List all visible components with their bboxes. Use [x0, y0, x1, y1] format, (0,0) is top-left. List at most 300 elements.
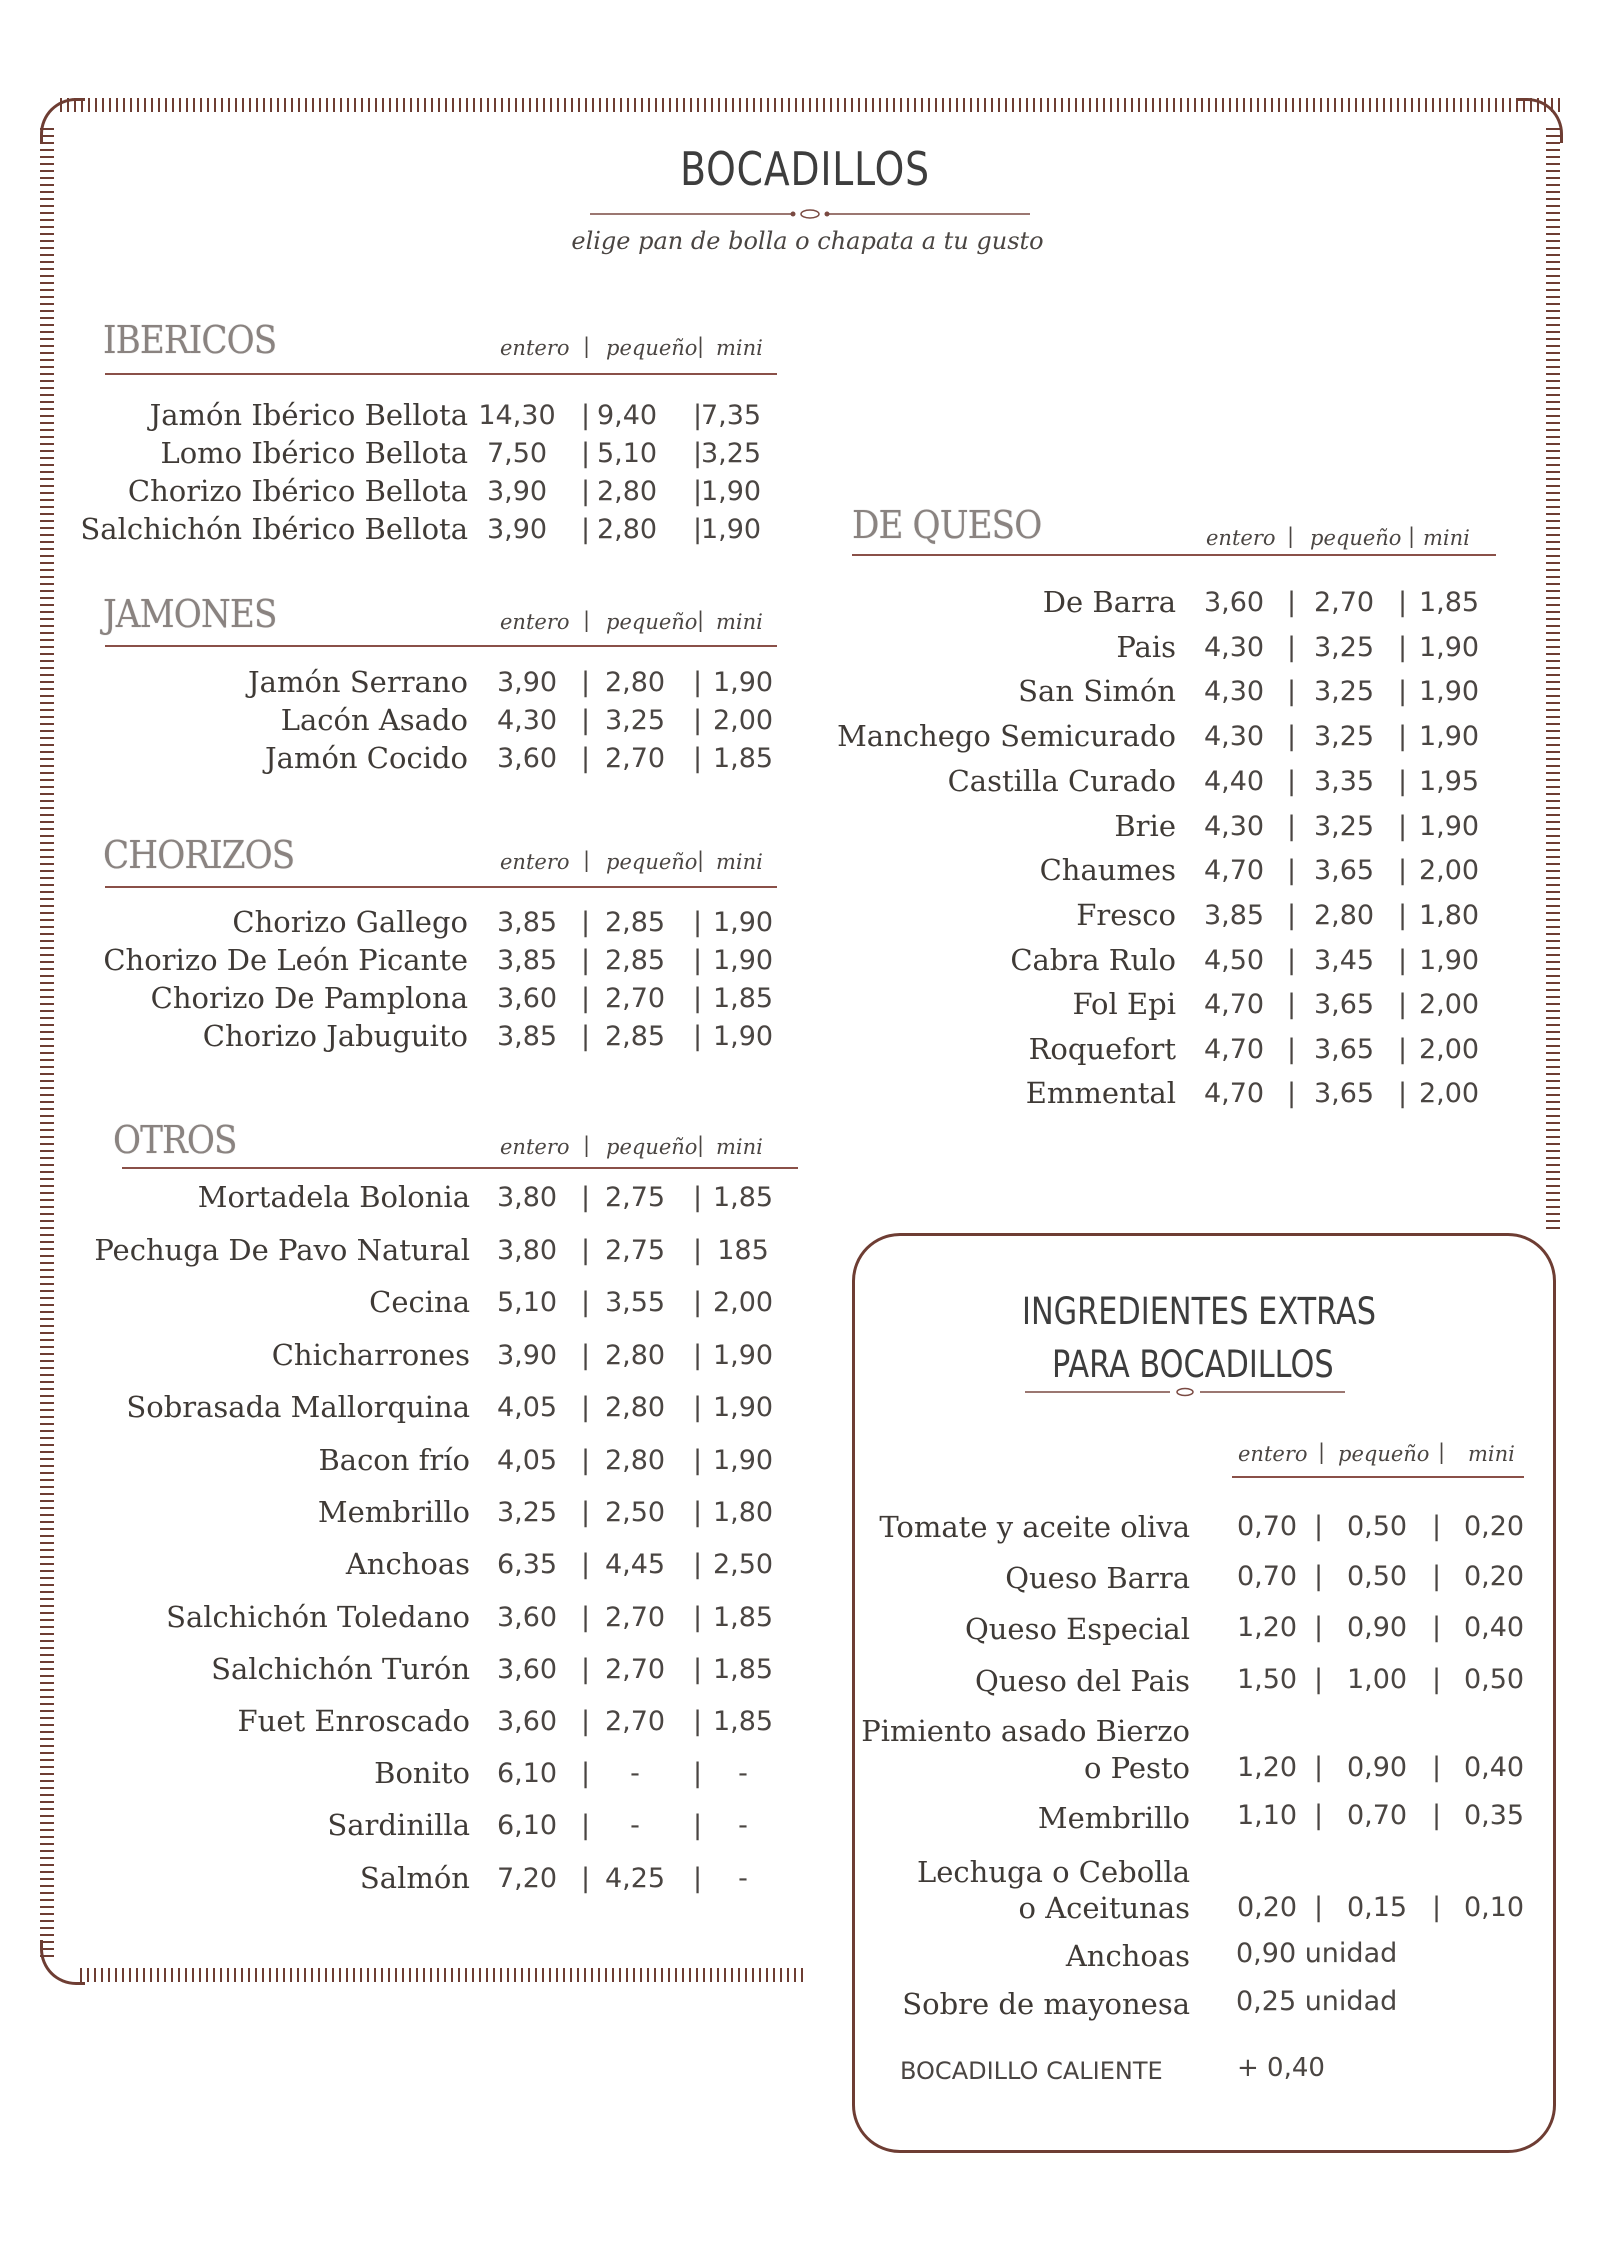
price-pequeno: 2,80: [1313, 900, 1375, 931]
price-mini: 7,35: [700, 400, 762, 431]
price-pequeno: 3,25: [1313, 676, 1375, 707]
price-separator: |: [1398, 989, 1408, 1020]
price-separator: |: [581, 667, 591, 698]
price-separator: |: [693, 1445, 703, 1476]
price-entero: 3,80: [496, 1182, 558, 1213]
column-separator: |: [583, 334, 591, 358]
price-pequeno: 3,35: [1313, 766, 1375, 797]
price-entero: 4,40: [1203, 766, 1265, 797]
price-entero: 14,30: [478, 400, 556, 431]
price-pequeno: 4,25: [604, 1863, 666, 1894]
menu-item-name: Salchichón Turón: [211, 1652, 470, 1686]
border-corner: [40, 1940, 85, 1985]
price-separator: |: [693, 1758, 703, 1789]
price-pequeno: 2,80: [604, 1340, 666, 1371]
price-pequeno: 2,75: [604, 1235, 666, 1266]
price-entero: 3,85: [496, 1021, 558, 1052]
price-entero: 3,85: [1203, 900, 1265, 931]
border-top-ornament: [60, 98, 1560, 112]
column-header-pequeno: pequeño: [1310, 526, 1402, 550]
price-separator: |: [1287, 811, 1297, 842]
price-entero: 0,20: [1236, 1892, 1298, 1923]
price-pequeno: 2,80: [604, 1392, 666, 1423]
chorizos-section-rule: [105, 886, 777, 888]
price-entero: 3,90: [486, 476, 548, 507]
price-separator: |: [581, 945, 591, 976]
menu-item-name: San Simón: [1018, 674, 1176, 708]
price-pequeno: 2,70: [604, 1602, 666, 1633]
price-pequeno: 9,40: [596, 400, 658, 431]
menu-item-name: Pechuga De Pavo Natural: [94, 1233, 470, 1267]
price-pequeno: 2,70: [604, 1706, 666, 1737]
price-separator: |: [581, 743, 591, 774]
price-entero: 4,50: [1203, 945, 1265, 976]
menu-item-name: Manchego Semicurado: [837, 719, 1176, 753]
price-separator: |: [693, 1602, 703, 1633]
price-mini: 0,20: [1463, 1511, 1525, 1542]
price-pequeno: 5,10: [596, 438, 658, 469]
price-separator: |: [693, 667, 703, 698]
otros-section-title: OTROS: [113, 1118, 237, 1162]
column-separator: |: [697, 608, 705, 632]
price-separator: |: [581, 705, 591, 736]
extras-title-line1: INGREDIENTES EXTRAS: [1022, 1290, 1377, 1333]
bocadillo-caliente-price: + 0,40: [1237, 2053, 1325, 2083]
price-separator: |: [693, 1549, 703, 1580]
price-pequeno: 3,65: [1313, 989, 1375, 1020]
price-pequeno: 3,25: [1313, 811, 1375, 842]
extras-column-headers: [0, 1442, 1600, 1472]
price-mini: 3,25: [700, 438, 762, 469]
menu-item-name: Brie: [1114, 809, 1176, 843]
menu-item-name: Castilla Curado: [947, 764, 1176, 798]
price-separator: |: [1398, 945, 1408, 976]
price-mini: 0,20: [1463, 1561, 1525, 1592]
menu-item-name: Pais: [1116, 630, 1176, 664]
ibericos-section-title: IBERICOS: [103, 318, 277, 362]
price-entero: 3,90: [496, 667, 558, 698]
extra-item-name: Queso Barra: [1005, 1561, 1190, 1595]
price-mini: 1,80: [712, 1497, 774, 1528]
price-mini: 1,95: [1418, 766, 1480, 797]
price-separator: |: [1314, 1612, 1324, 1643]
price-mini: 1,90: [700, 476, 762, 507]
column-separator: |: [1408, 524, 1416, 548]
column-separator: |: [1287, 524, 1295, 548]
price-mini: 1,85: [712, 1706, 774, 1737]
price-separator: |: [581, 514, 591, 545]
price-separator: |: [581, 1654, 591, 1685]
extra-item-name: Tomate y aceite oliva: [879, 1510, 1190, 1544]
menu-item-name: Fresco: [1076, 898, 1176, 932]
extra-item-name: Membrillo: [1037, 1801, 1190, 1835]
price-separator: |: [1287, 676, 1297, 707]
price-mini: 1,85: [712, 983, 774, 1014]
price-pequeno: 3,25: [604, 705, 666, 736]
column-header-mini: mini: [1423, 526, 1470, 550]
price-separator: |: [693, 1287, 703, 1318]
price-mini: 1,85: [712, 1654, 774, 1685]
column-header-mini: mini: [716, 336, 763, 360]
price-separator: |: [1287, 1034, 1297, 1065]
column-header-pequeno: pequeño: [606, 610, 698, 634]
price-separator: |: [1287, 900, 1297, 931]
price-separator: |: [1314, 1561, 1324, 1592]
extra-item-name: o Aceitunas: [1018, 1891, 1190, 1925]
price-separator: |: [1398, 1034, 1408, 1065]
price-separator: |: [1314, 1511, 1324, 1542]
menu-item-name: Jamón Serrano: [248, 665, 468, 699]
chorizos-section-title: CHORIZOS: [103, 833, 295, 877]
price-mini: 1,90: [712, 1392, 774, 1423]
column-header-pequeno: pequeño: [606, 336, 698, 360]
price-separator: |: [693, 1182, 703, 1213]
price-mini: 1,90: [1418, 676, 1480, 707]
menu-item-name: Chorizo De León Picante: [103, 943, 468, 977]
price-pequeno: 3,65: [1313, 1078, 1375, 1109]
page-subtitle: elige pan de bolla o chapata a tu gusto: [571, 227, 1044, 255]
price-entero: 6,10: [496, 1810, 558, 1841]
price-separator: |: [581, 1021, 591, 1052]
menu-item-name: Lomo Ibérico Bellota: [160, 436, 468, 470]
price-mini: 1,85: [712, 1602, 774, 1633]
price-separator: |: [581, 1340, 591, 1371]
price-mini: 2,00: [1418, 855, 1480, 886]
price-separator: |: [1398, 811, 1408, 842]
border-left-ornament: [40, 128, 54, 1958]
menu-item-name: Salchichón Toledano: [166, 1600, 470, 1634]
price-mini: 1,90: [712, 1340, 774, 1371]
price-pequeno: 2,70: [604, 1654, 666, 1685]
price-pequeno: 3,65: [1313, 1034, 1375, 1065]
extra-item-name: Sobre de mayonesa: [902, 1987, 1190, 2021]
price-entero: 6,35: [496, 1549, 558, 1580]
price-entero: 4,30: [1203, 811, 1265, 842]
price-mini: 1,90: [700, 514, 762, 545]
price-separator: |: [693, 1654, 703, 1685]
price-pequeno: 3,45: [1313, 945, 1375, 976]
menu-item-name: De Barra: [1042, 585, 1176, 619]
price-separator: |: [1398, 721, 1408, 752]
price-pequeno: 0,70: [1346, 1800, 1408, 1831]
price-pequeno: 3,65: [1313, 855, 1375, 886]
price-mini: 1,85: [712, 1182, 774, 1213]
price-separator: |: [1287, 587, 1297, 618]
price-entero: 4,05: [496, 1445, 558, 1476]
price-separator: |: [1432, 1664, 1442, 1695]
price-separator: |: [693, 400, 703, 431]
column-separator: |: [1318, 1440, 1326, 1464]
extra-price-unit: 0,25 unidad: [1236, 1986, 1398, 2017]
price-separator: |: [693, 476, 703, 507]
price-entero: 3,85: [496, 945, 558, 976]
price-mini: 1,90: [712, 1445, 774, 1476]
price-separator: |: [693, 1021, 703, 1052]
price-separator: |: [581, 476, 591, 507]
price-entero: 3,25: [496, 1497, 558, 1528]
price-separator: |: [1432, 1612, 1442, 1643]
column-header-mini: mini: [716, 610, 763, 634]
price-separator: |: [693, 1497, 703, 1528]
price-separator: |: [1314, 1892, 1324, 1923]
menu-item-name: Fuet Enroscado: [237, 1704, 470, 1738]
menu-item-name: Chorizo De Pamplona: [150, 981, 468, 1015]
price-mini: 1,85: [712, 743, 774, 774]
price-mini: 0,40: [1463, 1752, 1525, 1783]
price-separator: |: [581, 1287, 591, 1318]
price-separator: |: [1287, 945, 1297, 976]
price-separator: |: [581, 1445, 591, 1476]
price-separator: |: [1398, 676, 1408, 707]
queso-section-title: DE QUESO: [852, 503, 1042, 547]
price-separator: |: [693, 743, 703, 774]
menu-item-name: Chorizo Jabuguito: [202, 1019, 468, 1053]
price-separator: |: [1287, 855, 1297, 886]
price-pequeno: 2,50: [604, 1497, 666, 1528]
price-mini: 2,00: [712, 705, 774, 736]
price-entero: 4,70: [1203, 855, 1265, 886]
price-entero: 7,20: [496, 1863, 558, 1894]
price-pequeno: 0,15: [1346, 1892, 1408, 1923]
price-entero: 4,70: [1203, 1034, 1265, 1065]
column-header-pequeno: pequeño: [1338, 1442, 1430, 1466]
extras-header-rule: [1232, 1476, 1524, 1478]
column-header-pequeno: pequeño: [606, 1135, 698, 1159]
price-separator: |: [1314, 1800, 1324, 1831]
menu-item-name: Jamón Ibérico Bellota: [149, 398, 468, 432]
price-separator: |: [1287, 989, 1297, 1020]
ibericos-section-rule: [105, 373, 777, 375]
column-header-entero: entero: [500, 336, 570, 360]
price-pequeno: 2,80: [604, 667, 666, 698]
column-header-mini: mini: [1468, 1442, 1515, 1466]
price-separator: |: [1287, 766, 1297, 797]
price-entero: 6,10: [496, 1758, 558, 1789]
price-separator: |: [693, 1340, 703, 1371]
price-mini: -: [738, 1863, 748, 1894]
price-separator: |: [1398, 766, 1408, 797]
menu-item-name: Sardinilla: [327, 1808, 470, 1842]
price-separator: |: [693, 1810, 703, 1841]
price-mini: 2,50: [712, 1549, 774, 1580]
price-mini: -: [738, 1810, 748, 1841]
column-separator: |: [697, 848, 705, 872]
bocadillo-caliente-label: BOCADILLO CALIENTE: [900, 2057, 1163, 2085]
menu-item-name: Sobrasada Mallorquina: [126, 1390, 470, 1424]
price-pequeno: 0,90: [1346, 1752, 1408, 1783]
price-separator: |: [693, 1863, 703, 1894]
price-entero: 3,90: [496, 1340, 558, 1371]
extra-item-name: o Pesto: [1083, 1751, 1190, 1785]
extra-item-name: Pimiento asado Bierzo: [861, 1714, 1190, 1748]
menu-item-name: Lacón Asado: [280, 703, 468, 737]
price-mini: 1,90: [712, 667, 774, 698]
title-divider-ornament: [590, 207, 1030, 221]
price-mini: 1,90: [1418, 632, 1480, 663]
price-pequeno: 4,45: [604, 1549, 666, 1580]
menu-item-name: Jamón Cocido: [265, 741, 468, 775]
price-entero: 3,85: [496, 907, 558, 938]
column-separator: |: [1438, 1440, 1446, 1464]
price-entero: 1,20: [1236, 1612, 1298, 1643]
column-header-mini: mini: [716, 850, 763, 874]
menu-item-name: Anchoas: [345, 1547, 470, 1581]
jamones-section-title: JAMONES: [103, 592, 277, 636]
menu-item-name: Salchichón Ibérico Bellota: [80, 512, 468, 546]
price-pequeno: 2,70: [604, 743, 666, 774]
price-pequeno: -: [630, 1758, 640, 1789]
price-separator: |: [693, 705, 703, 736]
price-separator: |: [1287, 721, 1297, 752]
price-mini: 1,90: [1418, 811, 1480, 842]
price-separator: |: [1314, 1664, 1324, 1695]
price-separator: |: [693, 438, 703, 469]
price-pequeno: 2,75: [604, 1182, 666, 1213]
price-separator: |: [1287, 632, 1297, 663]
price-pequeno: 0,90: [1346, 1612, 1408, 1643]
price-pequeno: 2,80: [604, 1445, 666, 1476]
price-pequeno: 1,00: [1346, 1664, 1408, 1695]
menu-item-name: Salmón: [359, 1861, 470, 1895]
price-mini: 0,50: [1463, 1664, 1525, 1695]
price-separator: |: [581, 1602, 591, 1633]
price-separator: |: [581, 1549, 591, 1580]
column-header-entero: entero: [500, 610, 570, 634]
price-separator: |: [581, 1758, 591, 1789]
price-separator: |: [1398, 632, 1408, 663]
price-separator: |: [581, 1810, 591, 1841]
price-separator: |: [693, 1235, 703, 1266]
price-separator: |: [581, 1182, 591, 1213]
price-mini: 2,00: [1418, 1034, 1480, 1065]
price-entero: 3,60: [496, 1654, 558, 1685]
menu-item-name: Membrillo: [317, 1495, 470, 1529]
price-entero: 4,05: [496, 1392, 558, 1423]
price-entero: 4,30: [1203, 676, 1265, 707]
extra-item-name: Queso del Pais: [974, 1664, 1190, 1698]
price-separator: |: [1398, 1078, 1408, 1109]
price-entero: 3,60: [496, 983, 558, 1014]
extra-price-unit: 0,90 unidad: [1236, 1938, 1398, 1969]
price-separator: |: [581, 1497, 591, 1528]
price-entero: 4,70: [1203, 1078, 1265, 1109]
price-separator: |: [693, 945, 703, 976]
price-separator: |: [693, 1706, 703, 1737]
price-separator: |: [1432, 1800, 1442, 1831]
menu-item-name: Emmental: [1025, 1076, 1176, 1110]
price-mini: -: [738, 1758, 748, 1789]
price-pequeno: 3,25: [1313, 632, 1375, 663]
price-separator: |: [1432, 1511, 1442, 1542]
price-mini: 0,40: [1463, 1612, 1525, 1643]
price-pequeno: 2,85: [604, 1021, 666, 1052]
menu-item-name: Fol Epi: [1072, 987, 1176, 1021]
queso-column-headers: [0, 526, 1600, 556]
column-header-entero: entero: [1238, 1442, 1308, 1466]
price-separator: |: [581, 1706, 591, 1737]
price-entero: 3,60: [496, 743, 558, 774]
price-mini: 185: [717, 1235, 769, 1266]
price-pequeno: 3,55: [604, 1287, 666, 1318]
price-entero: 3,60: [496, 1706, 558, 1737]
column-header-mini: mini: [716, 1135, 763, 1159]
price-mini: 1,90: [712, 1021, 774, 1052]
price-separator: |: [1432, 1752, 1442, 1783]
menu-item-name: Bonito: [374, 1756, 470, 1790]
ibericos-column-headers: [0, 336, 1600, 366]
price-pequeno: 3,25: [1313, 721, 1375, 752]
price-mini: 0,10: [1463, 1892, 1525, 1923]
price-pequeno: 2,70: [1313, 587, 1375, 618]
price-separator: |: [1398, 587, 1408, 618]
column-separator: |: [583, 848, 591, 872]
price-separator: |: [1398, 855, 1408, 886]
price-entero: 0,70: [1236, 1561, 1298, 1592]
jamones-section-rule: [105, 645, 777, 647]
price-entero: 3,60: [496, 1602, 558, 1633]
menu-item-name: Cabra Rulo: [1010, 943, 1176, 977]
price-separator: |: [1432, 1892, 1442, 1923]
price-separator: |: [581, 1392, 591, 1423]
price-entero: 0,70: [1236, 1511, 1298, 1542]
column-header-entero: entero: [500, 1135, 570, 1159]
price-separator: |: [693, 1392, 703, 1423]
price-pequeno: 0,50: [1346, 1511, 1408, 1542]
price-entero: 1,10: [1236, 1800, 1298, 1831]
price-entero: 5,10: [496, 1287, 558, 1318]
extra-item-name: Anchoas: [1065, 1939, 1190, 1973]
price-pequeno: 0,50: [1346, 1561, 1408, 1592]
menu-item-name: Chorizo Gallego: [232, 905, 468, 939]
price-separator: |: [693, 983, 703, 1014]
price-mini: 2,00: [1418, 989, 1480, 1020]
price-pequeno: 2,85: [604, 945, 666, 976]
price-pequeno: -: [630, 1810, 640, 1841]
price-pequeno: 2,80: [596, 476, 658, 507]
price-entero: 4,30: [1203, 632, 1265, 663]
otros-section-rule: [122, 1167, 798, 1169]
price-pequeno: 2,85: [604, 907, 666, 938]
column-separator: |: [583, 1133, 591, 1157]
border-right-ornament: [1546, 128, 1560, 1233]
price-mini: 0,35: [1463, 1800, 1525, 1831]
menu-item-name: Roquefort: [1028, 1032, 1176, 1066]
price-mini: 1,90: [712, 945, 774, 976]
price-entero: 1,50: [1236, 1664, 1298, 1695]
menu-item-name: Bacon frío: [318, 1443, 470, 1477]
price-entero: 3,80: [496, 1235, 558, 1266]
menu-item-name: Chaumes: [1039, 853, 1176, 887]
price-separator: |: [581, 1863, 591, 1894]
border-corner: [40, 98, 85, 143]
extras-divider-ornament: [1025, 1386, 1345, 1398]
price-separator: |: [581, 1235, 591, 1266]
price-mini: 1,80: [1418, 900, 1480, 931]
price-separator: |: [1398, 900, 1408, 931]
column-separator: |: [697, 334, 705, 358]
price-pequeno: 2,80: [596, 514, 658, 545]
price-mini: 2,00: [1418, 1078, 1480, 1109]
border-bottom-ornament: [80, 1968, 808, 1982]
extra-item-name: Queso Especial: [964, 1612, 1190, 1646]
page-title: BOCADILLOS: [680, 142, 930, 196]
price-mini: 1,90: [712, 907, 774, 938]
price-separator: |: [693, 514, 703, 545]
price-separator: |: [1432, 1561, 1442, 1592]
price-entero: 3,90: [486, 514, 548, 545]
price-entero: 4,70: [1203, 989, 1265, 1020]
price-separator: |: [1314, 1752, 1324, 1783]
